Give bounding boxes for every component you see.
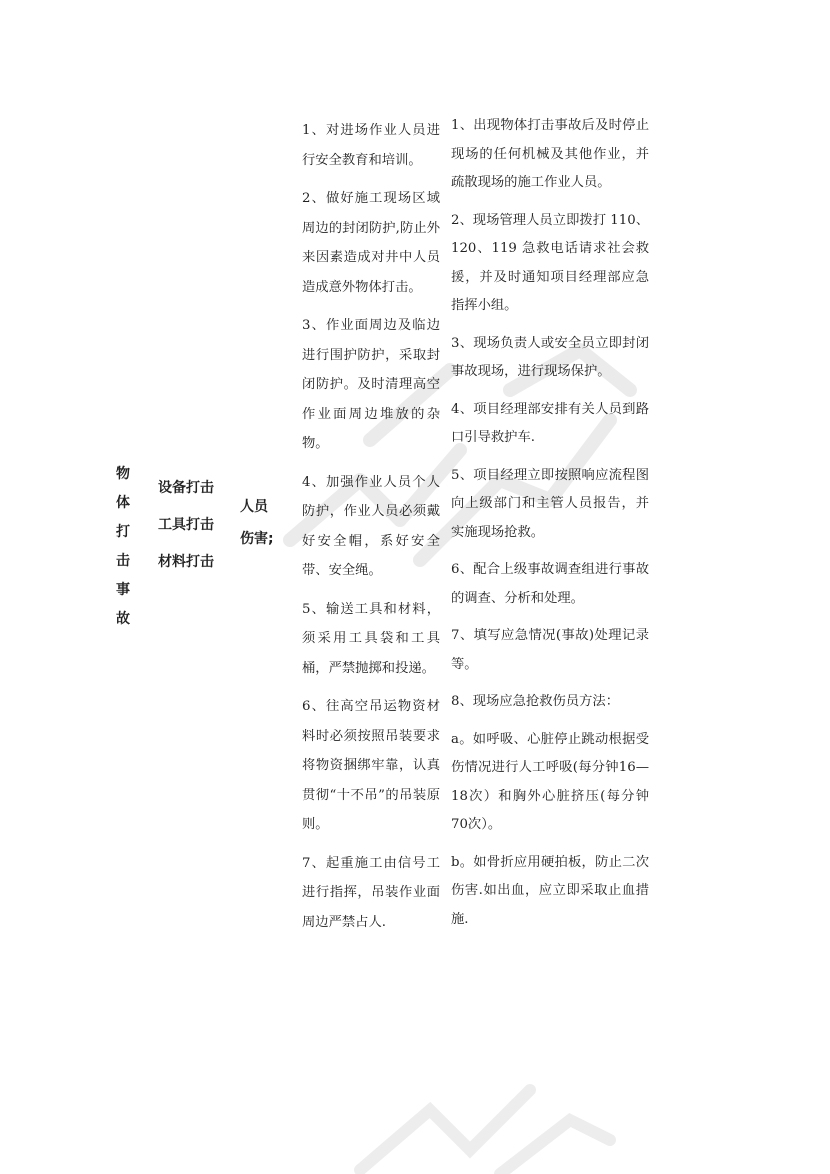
response-item: b。如骨折应用硬拍板，防止二次伤害.如出血，应立即采取止血措施. xyxy=(451,854,649,927)
response-item: 8、现场应急抢救伤员方法： xyxy=(451,694,620,709)
accident-type-char: 体 xyxy=(116,495,130,511)
emergency-response-column xyxy=(451,112,649,943)
prevention-item: 5、输送工具和材料，须采用工具袋和工具桶，严禁抛掷和投递。 xyxy=(302,601,440,676)
response-item: 2、现场管理人员立即拨打 110、120、119 急救电话请求社会救援，并及时通知项目经理部应急指挥小组。 xyxy=(451,212,649,313)
cause-item: 工具打击 xyxy=(158,517,214,533)
prevention-item: 1、对进场作业人员进行安全教育和培训。 xyxy=(302,123,440,168)
response-item: 7、填写应急情况(事故)处理记录等。 xyxy=(451,628,649,672)
watermark-graphic-bottom xyxy=(340,1080,620,1174)
harm-line: 人员 xyxy=(240,499,268,515)
response-item: 5、项目经理立即按照响应流程图向上级部门和主管人员报告，并实施现场抢救。 xyxy=(451,467,649,540)
prevention-item: 6、往高空吊运物资材料时必须按照吊装要求将物资捆绑牢靠，认真贯彻“十不吊”的吊装原则。 xyxy=(302,699,440,832)
prevention-item: 2、做好施工现场区域周边的封闭防护,防止外来因素造成对井中人员造成意外物体打击。 xyxy=(302,191,440,295)
accident-type-char: 打 xyxy=(116,524,130,540)
response-item: a。如呼吸、心脏停止跳动根据受伤情况进行人工呼吸(每分钟16—18次）和胸外心脏挤压(每分钟70次）。 xyxy=(451,731,649,832)
response-item: 6、配合上级事故调查组进行事故的调查、分析和处理。 xyxy=(451,562,649,606)
prevention-item: 3、作业面周边及临边进行围护防护，采取封闭防护。及时清理高空作业面周边堆放的杂物。 xyxy=(302,318,440,451)
accident-type-column xyxy=(112,460,134,634)
response-item: 4、项目经理部安排有关人员到路口引导救护车. xyxy=(451,401,649,445)
response-item: 1、出现物体打击事故后及时停止现场的任何机械及其他作业，并疏散现场的施工作业人员。 xyxy=(451,118,649,190)
accident-type-char: 击 xyxy=(116,553,130,569)
prevention-measures-column xyxy=(302,116,440,946)
accident-type-char: 物 xyxy=(116,466,130,482)
accident-type-char: 事 xyxy=(116,582,130,598)
causes-column xyxy=(158,474,228,585)
accident-type-char: 故 xyxy=(116,611,130,627)
cause-item: 材料打击 xyxy=(158,554,214,570)
cause-item: 设备打击 xyxy=(158,480,214,496)
harm-column xyxy=(240,492,276,556)
prevention-item: 4、加强作业人员个人防护，作业人员必须戴好安全帽，系好安全带、安全绳。 xyxy=(302,474,440,578)
prevention-item: 7、起重施工由信号工进行指挥，吊装作业面周边严禁占人. xyxy=(302,855,440,930)
response-item: 3、现场负责人或安全员立即封闭事故现场，进行现场保护。 xyxy=(451,335,649,379)
harm-line: 伤害; xyxy=(240,531,274,547)
